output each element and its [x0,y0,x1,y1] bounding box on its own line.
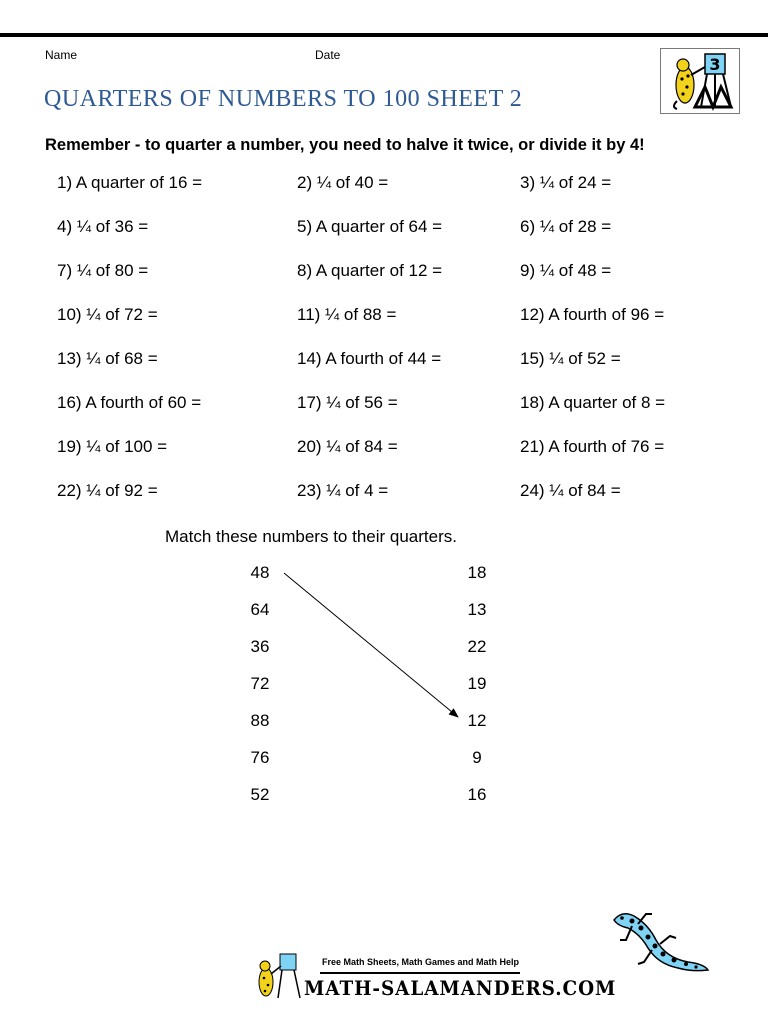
question: 2) ¼ of 40 = [297,173,389,192]
math-salamanders-logo-icon [660,48,740,114]
left-number: 48 [250,563,270,582]
left-number: 52 [250,785,270,804]
question: 3) ¼ of 24 = [520,173,612,192]
top-rule [0,33,768,37]
question: 15) ¼ of 52 = [520,349,621,368]
matching-right-column [437,563,517,822]
question: 24) ¼ of 84 = [520,481,621,500]
question: 13) ¼ of 68 = [57,349,158,368]
question: 4) ¼ of 36 = [57,217,149,236]
question-row [57,437,757,481]
question: 19) ¼ of 100 = [57,437,168,456]
right-number: 12 [467,711,487,730]
question-row [57,217,757,261]
right-number: 19 [467,674,487,693]
left-number: 36 [250,637,270,656]
matching-left-column [220,563,300,822]
left-number: 64 [250,600,270,619]
page-title: QUARTERS OF NUMBERS TO 100 SHEET 2 [44,86,523,112]
right-number: 16 [467,785,487,804]
question: 16) A fourth of 60 = [57,393,202,412]
question-row [57,349,757,393]
question-row [57,393,757,437]
question-row [57,481,757,525]
question-row [57,173,757,217]
footer-brand: MATH-SALAMANDERS.COM [304,976,617,1000]
questions-grid [57,173,757,525]
question: 12) A fourth of 96 = [520,305,665,324]
question: 10) ¼ of 72 = [57,305,158,324]
question: 6) ¼ of 28 = [520,217,612,236]
right-number: 13 [467,600,487,619]
question: 7) ¼ of 80 = [57,261,149,280]
question-row [57,305,757,349]
date-label: Date [315,48,341,62]
question: 11) ¼ of 88 = [297,305,397,324]
left-number: 76 [250,748,270,767]
question-row [57,261,757,305]
instruction-text: Remember - to quarter a number, you need to halve it twice, or divide it by 4! [45,136,645,154]
name-label: Name [45,48,78,62]
right-number: 18 [467,563,487,582]
question: 9) ¼ of 48 = [520,261,612,280]
footer-rule [320,972,520,974]
question: 8) A quarter of 12 = [297,261,443,280]
question: 17) ¼ of 56 = [297,393,398,412]
math-salamanders-logo-icon [250,952,306,1002]
grade-badge: 3 [709,55,721,74]
left-number: 72 [250,674,270,693]
question: 23) ¼ of 4 = [297,481,389,500]
question: 14) A fourth of 44 = [297,349,442,368]
matching-title: Match these numbers to their quarters. [165,527,457,546]
right-number: 22 [467,637,487,656]
right-number: 9 [472,748,482,767]
left-number: 88 [250,711,270,730]
question: 18) A quarter of 8 = [520,393,666,412]
salamander-icon [608,906,712,976]
question: 22) ¼ of 92 = [57,481,158,500]
question: 20) ¼ of 84 = [297,437,398,456]
question: 5) A quarter of 64 = [297,217,443,236]
question: 21) A fourth of 76 = [520,437,665,456]
question: 1) A quarter of 16 = [57,173,203,192]
footer-tagline: Free Math Sheets, Math Games and Math Help [322,957,520,967]
